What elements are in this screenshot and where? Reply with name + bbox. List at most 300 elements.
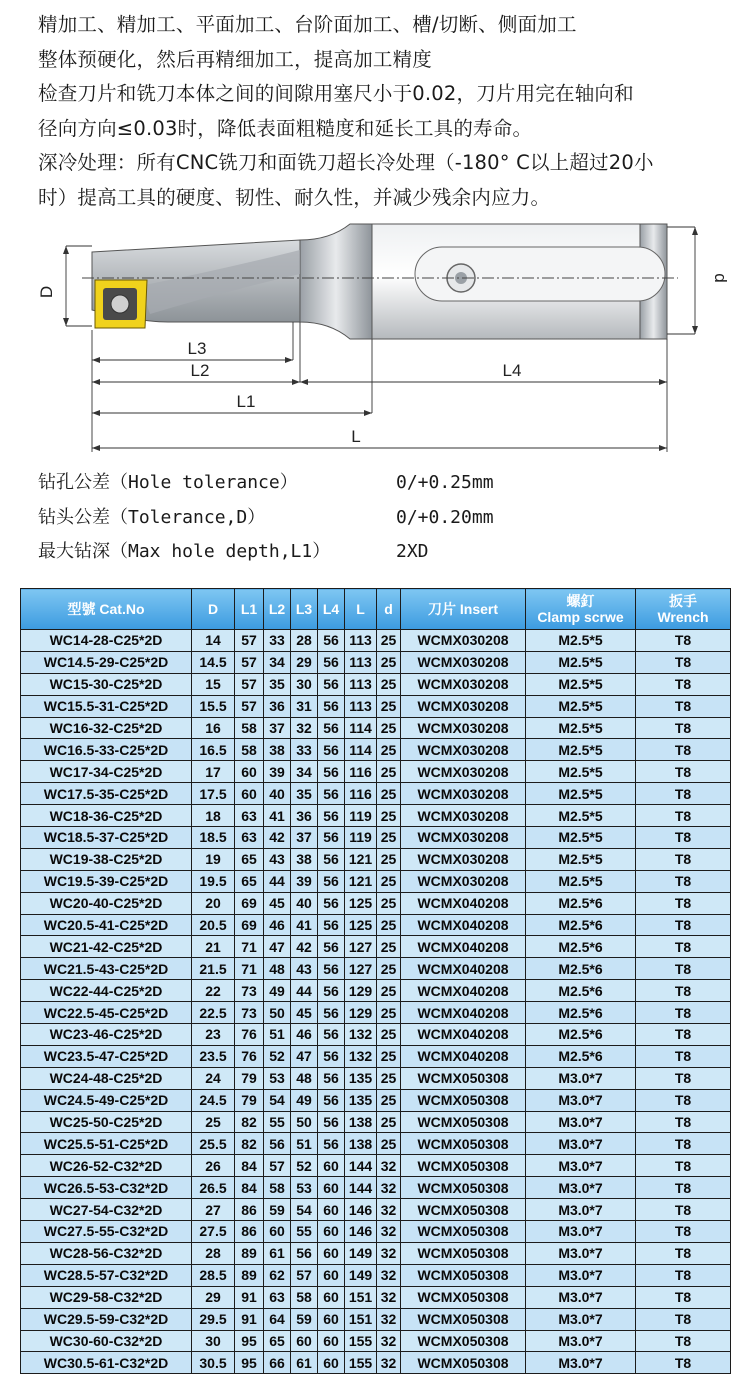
cell-L4: 56 [318,958,345,980]
cell-d: 32 [377,1352,401,1374]
cell-clamp-screw: M3.0*7 [526,1067,636,1089]
tolerance-label: 钻头公差（Tolerance,D） [38,506,266,528]
cell-cat-no: WC24-48-C25*2D [21,1067,192,1089]
cell-insert: WCMX040208 [401,1045,526,1067]
tolerance-list [38,466,738,570]
cell-d: 25 [377,695,401,717]
cell-L2: 40 [264,783,291,805]
cell-L4: 56 [318,739,345,761]
cell-L4: 60 [318,1155,345,1177]
cell-L1: 86 [235,1199,264,1221]
cell-L1: 89 [235,1242,264,1264]
intro-line: 时）提高工具的硬度、韧性、耐久性，并减少残余内应力。 [38,185,551,209]
cell-d: 25 [377,739,401,761]
cell-cat-no: WC20-40-C25*2D [21,892,192,914]
cell-D: 28 [192,1242,235,1264]
cell-L2: 33 [264,630,291,652]
cell-D: 25 [192,1111,235,1133]
cell-wrench: T8 [636,1264,731,1286]
cell-cat-no: WC18.5-37-C25*2D [21,827,192,849]
cell-insert: WCMX050308 [401,1242,526,1264]
cell-L4: 56 [318,695,345,717]
cell-wrench: T8 [636,914,731,936]
cell-d: 32 [377,1308,401,1330]
table-row [21,1002,731,1024]
cell-L2: 47 [264,936,291,958]
cell-clamp-screw: M2.5*5 [526,695,636,717]
cell-insert: WCMX040208 [401,980,526,1002]
cell-L2: 45 [264,892,291,914]
cell-clamp-screw: M3.0*7 [526,1111,636,1133]
cell-D: 23 [192,1024,235,1046]
header-L4: L4 [318,589,345,630]
cell-wrench: T8 [636,1177,731,1199]
header-screw-en: Clamp scrwe [537,609,624,625]
cell-cat-no: WC20.5-41-C25*2D [21,914,192,936]
header-wrench-cn: 扳手 [669,593,697,609]
cell-L4: 56 [318,892,345,914]
cell-L1: 58 [235,717,264,739]
cell-D: 19.5 [192,870,235,892]
cell-cat-no: WC24.5-49-C25*2D [21,1089,192,1111]
cell-clamp-screw: M2.5*6 [526,958,636,980]
cell-L1: 71 [235,958,264,980]
cell-L: 119 [345,827,377,849]
cell-L3: 37 [291,827,318,849]
cell-D: 26.5 [192,1177,235,1199]
cell-wrench: T8 [636,1024,731,1046]
cell-L1: 57 [235,651,264,673]
cell-clamp-screw: M2.5*5 [526,630,636,652]
cell-cat-no: WC27-54-C32*2D [21,1199,192,1221]
cell-D: 24.5 [192,1089,235,1111]
cell-L3: 30 [291,673,318,695]
cell-D: 15.5 [192,695,235,717]
cell-L1: 63 [235,827,264,849]
cell-clamp-screw: M2.5*5 [526,870,636,892]
cell-L2: 56 [264,1133,291,1155]
cell-L3: 39 [291,870,318,892]
cell-L3: 47 [291,1045,318,1067]
cell-clamp-screw: M2.5*5 [526,651,636,673]
table-row [21,1264,731,1286]
cell-L: 132 [345,1024,377,1046]
cell-L: 121 [345,848,377,870]
cell-cat-no: WC28-56-C32*2D [21,1242,192,1264]
cell-L: 144 [345,1155,377,1177]
cell-wrench: T8 [636,695,731,717]
cell-insert: WCMX050308 [401,1089,526,1111]
cell-D: 14.5 [192,651,235,673]
spec-table [20,588,731,1374]
cell-insert: WCMX040208 [401,1024,526,1046]
cell-clamp-screw: M2.5*5 [526,805,636,827]
cell-L2: 52 [264,1045,291,1067]
label-L3: L3 [187,339,207,358]
cell-L2: 36 [264,695,291,717]
cell-L1: 82 [235,1111,264,1133]
cell-L3: 59 [291,1308,318,1330]
cell-L: 138 [345,1111,377,1133]
cell-L: 125 [345,914,377,936]
cell-d: 25 [377,892,401,914]
cell-clamp-screw: M3.0*7 [526,1242,636,1264]
cell-L1: 69 [235,914,264,936]
cell-cat-no: WC25-50-C25*2D [21,1111,192,1133]
cell-L: 135 [345,1067,377,1089]
cell-wrench: T8 [636,630,731,652]
table-row [21,673,731,695]
cell-clamp-screw: M3.0*7 [526,1199,636,1221]
cell-clamp-screw: M3.0*7 [526,1308,636,1330]
cell-L2: 34 [264,651,291,673]
cell-L4: 56 [318,914,345,936]
cell-d: 25 [377,761,401,783]
table-row [21,892,731,914]
cell-wrench: T8 [636,783,731,805]
cell-L2: 42 [264,827,291,849]
table-row [21,717,731,739]
cell-clamp-screw: M2.5*5 [526,717,636,739]
cell-cat-no: WC30-60-C32*2D [21,1330,192,1352]
intro-line: 径向方向≤0.03时，降低表面粗糙度和延长工具的寿命。 [38,116,533,140]
cell-wrench: T8 [636,1133,731,1155]
cell-wrench: T8 [636,1045,731,1067]
cell-cat-no: WC30.5-61-C32*2D [21,1352,192,1374]
tolerance-value: 0/+0.25mm [396,472,494,493]
cell-cat-no: WC26.5-53-C32*2D [21,1177,192,1199]
cell-D: 23.5 [192,1045,235,1067]
cell-wrench: T8 [636,848,731,870]
cell-wrench: T8 [636,980,731,1002]
cell-L4: 60 [318,1352,345,1374]
cell-L2: 37 [264,717,291,739]
cell-L3: 43 [291,958,318,980]
table-row [21,805,731,827]
cell-d: 25 [377,980,401,1002]
cell-wrench: T8 [636,1111,731,1133]
cell-L2: 55 [264,1111,291,1133]
cell-insert: WCMX050308 [401,1067,526,1089]
table-row [21,1133,731,1155]
cell-L1: 89 [235,1264,264,1286]
cell-L2: 60 [264,1221,291,1243]
cell-D: 30 [192,1330,235,1352]
cell-clamp-screw: M2.5*6 [526,1002,636,1024]
cell-L2: 58 [264,1177,291,1199]
cell-L: 113 [345,630,377,652]
cell-L: 132 [345,1045,377,1067]
cell-L1: 95 [235,1352,264,1374]
cell-clamp-screw: M2.5*6 [526,936,636,958]
table-row [21,761,731,783]
cell-L4: 56 [318,827,345,849]
cell-L: 114 [345,717,377,739]
table-row [21,1242,731,1264]
cell-wrench: T8 [636,1330,731,1352]
cell-d: 25 [377,651,401,673]
cell-insert: WCMX030208 [401,805,526,827]
cell-L4: 60 [318,1221,345,1243]
cell-L3: 31 [291,695,318,717]
cell-L3: 61 [291,1352,318,1374]
cell-d: 25 [377,1089,401,1111]
cell-L4: 56 [318,1089,345,1111]
cell-D: 19 [192,848,235,870]
cell-insert: WCMX030208 [401,783,526,805]
cell-L: 151 [345,1308,377,1330]
table-row [21,848,731,870]
cell-L2: 53 [264,1067,291,1089]
cell-L3: 56 [291,1242,318,1264]
tolerance-label: 最大钻深（Max hole depth,L1） [38,541,331,562]
cell-insert: WCMX050308 [401,1286,526,1308]
cell-d: 25 [377,936,401,958]
cell-L1: 57 [235,695,264,717]
cell-insert: WCMX050308 [401,1330,526,1352]
table-row [21,1286,731,1308]
cell-L4: 56 [318,651,345,673]
cell-L1: 76 [235,1045,264,1067]
cell-L1: 95 [235,1330,264,1352]
cell-cat-no: WC21.5-43-C25*2D [21,958,192,980]
cell-L3: 49 [291,1089,318,1111]
cell-L2: 35 [264,673,291,695]
cell-D: 17.5 [192,783,235,805]
cell-L2: 66 [264,1352,291,1374]
cell-cat-no: WC22.5-45-C25*2D [21,1002,192,1024]
table-row [21,936,731,958]
cell-cat-no: WC23-46-C25*2D [21,1024,192,1046]
cell-L1: 73 [235,1002,264,1024]
cell-insert: WCMX030208 [401,761,526,783]
cell-L3: 53 [291,1177,318,1199]
table-row [21,870,731,892]
cell-clamp-screw: M3.0*7 [526,1155,636,1177]
table-row [21,739,731,761]
table-row [21,651,731,673]
cell-L4: 60 [318,1308,345,1330]
cell-d: 32 [377,1242,401,1264]
cell-L2: 63 [264,1286,291,1308]
cell-L3: 44 [291,980,318,1002]
cell-D: 29 [192,1286,235,1308]
cell-L: 151 [345,1286,377,1308]
intro-text [38,8,738,215]
cell-d: 25 [377,1002,401,1024]
cell-L: 116 [345,783,377,805]
table-row [21,630,731,652]
cell-cat-no: WC25.5-51-C25*2D [21,1133,192,1155]
cell-wrench: T8 [636,1067,731,1089]
cell-cat-no: WC21-42-C25*2D [21,936,192,958]
cell-insert: WCMX050308 [401,1264,526,1286]
cell-wrench: T8 [636,1286,731,1308]
cell-L4: 56 [318,980,345,1002]
cell-d: 25 [377,848,401,870]
intro-line: 精加工、精加工、平面加工、台阶面加工、槽/切断、侧面加工 [38,13,577,36]
cell-L1: 71 [235,936,264,958]
cell-clamp-screw: M2.5*6 [526,914,636,936]
cell-L1: 84 [235,1155,264,1177]
cell-cat-no: WC15.5-31-C25*2D [21,695,192,717]
cell-L3: 32 [291,717,318,739]
cell-wrench: T8 [636,936,731,958]
cell-L4: 56 [318,630,345,652]
cell-clamp-screw: M2.5*6 [526,1024,636,1046]
cell-L4: 56 [318,1045,345,1067]
cell-L: 113 [345,651,377,673]
header-cat-no: 型號 Cat.No [21,589,192,630]
cell-L1: 60 [235,761,264,783]
cell-clamp-screw: M3.0*7 [526,1286,636,1308]
cell-insert: WCMX030208 [401,739,526,761]
cell-L2: 44 [264,870,291,892]
cell-L4: 60 [318,1330,345,1352]
cell-L4: 56 [318,1024,345,1046]
cell-L3: 38 [291,848,318,870]
cell-L4: 56 [318,783,345,805]
cell-L3: 46 [291,1024,318,1046]
cell-L1: 69 [235,892,264,914]
tolerance-row [38,535,738,570]
cell-wrench: T8 [636,1199,731,1221]
cell-d: 32 [377,1199,401,1221]
cell-insert: WCMX030208 [401,870,526,892]
cell-d: 25 [377,1045,401,1067]
cell-insert: WCMX050308 [401,1111,526,1133]
cell-wrench: T8 [636,1221,731,1243]
tolerance-row [38,466,738,501]
cell-L: 127 [345,958,377,980]
cell-d: 25 [377,1024,401,1046]
cell-clamp-screw: M2.5*5 [526,761,636,783]
cell-d: 25 [377,1133,401,1155]
cell-wrench: T8 [636,761,731,783]
cell-d: 25 [377,1111,401,1133]
cell-insert: WCMX050308 [401,1199,526,1221]
cell-D: 18.5 [192,827,235,849]
cell-L2: 54 [264,1089,291,1111]
cell-L: 119 [345,805,377,827]
cell-wrench: T8 [636,870,731,892]
label-d: d [711,273,730,283]
label-L4: L4 [502,361,522,380]
cell-clamp-screw: M3.0*7 [526,1177,636,1199]
cell-insert: WCMX040208 [401,936,526,958]
cell-D: 16.5 [192,739,235,761]
cell-L1: 86 [235,1221,264,1243]
cell-L3: 50 [291,1111,318,1133]
cell-d: 32 [377,1286,401,1308]
cell-L: 113 [345,673,377,695]
cell-L3: 54 [291,1199,318,1221]
cell-L1: 58 [235,739,264,761]
cell-L: 138 [345,1133,377,1155]
header-L3: L3 [291,589,318,630]
drill-body [92,224,667,339]
cell-L4: 56 [318,848,345,870]
cell-insert: WCMX040208 [401,958,526,980]
table-row [21,914,731,936]
cell-wrench: T8 [636,892,731,914]
cell-L4: 56 [318,673,345,695]
cell-L2: 51 [264,1024,291,1046]
cell-insert: WCMX030208 [401,651,526,673]
cell-clamp-screw: M2.5*5 [526,739,636,761]
cell-d: 25 [377,958,401,980]
cell-cat-no: WC14.5-29-C25*2D [21,651,192,673]
cell-L2: 65 [264,1330,291,1352]
cell-clamp-screw: M2.5*6 [526,980,636,1002]
cell-wrench: T8 [636,673,731,695]
cell-wrench: T8 [636,1002,731,1024]
cell-D: 18 [192,805,235,827]
cell-L1: 79 [235,1089,264,1111]
cell-L1: 91 [235,1286,264,1308]
intro-line: 检查刀片和铣刀本体之间的间隙用塞尺小于0.02，刀片用完在轴向和 [38,82,634,105]
header-d: d [377,589,401,630]
cell-clamp-screw: M3.0*7 [526,1221,636,1243]
cell-insert: WCMX050308 [401,1133,526,1155]
cell-clamp-screw: M3.0*7 [526,1352,636,1374]
table-row [21,1024,731,1046]
header-D: D [192,589,235,630]
cell-L3: 29 [291,651,318,673]
cell-L4: 56 [318,1133,345,1155]
cell-L2: 49 [264,980,291,1002]
cell-L1: 82 [235,1133,264,1155]
cell-D: 15 [192,673,235,695]
cell-d: 25 [377,1067,401,1089]
cell-cat-no: WC19.5-39-C25*2D [21,870,192,892]
cell-d: 25 [377,630,401,652]
cell-L4: 56 [318,1111,345,1133]
tolerance-value: 0/+0.20mm [396,506,494,528]
cell-L1: 65 [235,870,264,892]
cell-insert: WCMX030208 [401,695,526,717]
table-row [21,1045,731,1067]
table-row [21,695,731,717]
cell-D: 20.5 [192,914,235,936]
cell-L1: 57 [235,630,264,652]
cell-clamp-screw: M2.5*5 [526,827,636,849]
cell-cat-no: WC27.5-55-C32*2D [21,1221,192,1243]
cell-L3: 33 [291,739,318,761]
cell-L1: 60 [235,783,264,805]
cell-L: 121 [345,870,377,892]
table-row [21,1089,731,1111]
cell-wrench: T8 [636,651,731,673]
table-row [21,1111,731,1133]
cell-L: 116 [345,761,377,783]
cell-wrench: T8 [636,827,731,849]
cell-wrench: T8 [636,805,731,827]
cell-d: 32 [377,1330,401,1352]
cell-L1: 57 [235,673,264,695]
cell-wrench: T8 [636,1089,731,1111]
cell-L3: 58 [291,1286,318,1308]
cell-D: 30.5 [192,1352,235,1374]
cell-d: 25 [377,827,401,849]
cell-D: 27.5 [192,1221,235,1243]
cell-cat-no: WC17-34-C25*2D [21,761,192,783]
cell-L2: 64 [264,1308,291,1330]
cell-cat-no: WC16-32-C25*2D [21,717,192,739]
cell-cat-no: WC14-28-C25*2D [21,630,192,652]
cell-L: 146 [345,1199,377,1221]
cell-wrench: T8 [636,1352,731,1374]
